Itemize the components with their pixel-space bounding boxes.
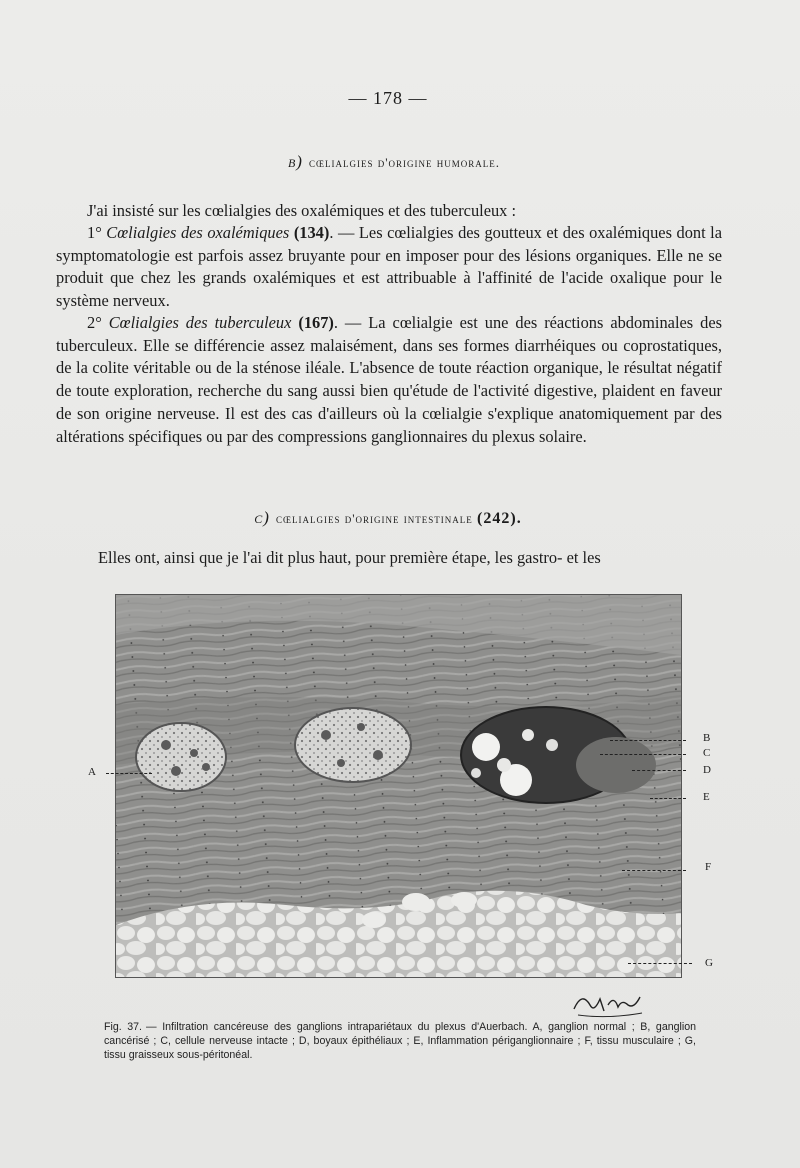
section-b-heading <box>0 152 794 172</box>
figure-caption-number: Fig. 37. <box>104 1021 142 1033</box>
artist-signature <box>568 985 648 1021</box>
figure-label-g: G <box>705 957 713 969</box>
section-c-heading <box>0 508 788 528</box>
figure-label-c: C <box>703 747 711 759</box>
figure-caption <box>104 1020 696 1062</box>
item-1-text: . — Les cœlialgies des goutteux et des oxalémiques dont la symptomatologie est parfois assez bruyante pour en imposer pour des lésions organiques. Elle ne se produit que chez les grands oxalémiques et est attribuable à l'affinité de l'acide oxalique pour le système nerveux. <box>56 223 722 311</box>
section-c-title: cœlialgies d'origine intestinale <box>275 511 473 526</box>
leader-line-a <box>106 773 152 774</box>
item-2-title: Cœlialgies des tuberculeux <box>108 313 292 332</box>
figure-label-d: D <box>703 764 711 776</box>
leader-line-c <box>600 754 686 755</box>
item-1-ref: (134) <box>293 223 330 242</box>
section-b-label: b) <box>287 152 303 171</box>
section-c-ref: (242). <box>477 510 522 527</box>
item-2-text: . — La cœlialgie est une des réactions abdominales des tuberculeux. Elle se différencie assez malaisément, dans ses formes diarrhéiques ou coprostatiques, de la colite véritable ou de la sténose iléale. L'absence de toute réaction organique, le résultat négatif de toute exploration, recherche du sang aussi bien qu'étude de l'activité digestive, plaident en faveur de son origine nerveuse. Il est des cas d'ailleurs où la cœlialgie s'explique anatomiquement par des altérations spécifiques ou par des compressions ganglionnaires du plexus solaire. <box>56 313 722 446</box>
ganglion-a-normal <box>136 723 226 791</box>
figure-label-b: B <box>703 732 711 744</box>
item-1-paragraph <box>56 222 722 313</box>
ganglion-normal-2 <box>295 708 411 782</box>
leader-line-g <box>628 963 692 964</box>
section-b-title: cœlialgies d'origine humorale. <box>308 155 501 170</box>
intro-paragraph: J'ai insisté sur les cœlialgies des oxalémiques et des tuberculeux : <box>87 201 517 220</box>
item-2-number: 2° <box>87 313 102 332</box>
leader-line-f <box>622 870 686 871</box>
page-number: — 178 — <box>348 88 428 108</box>
figure-label-a: A <box>88 766 96 778</box>
leader-line-d <box>632 770 686 771</box>
item-1-number: 1° <box>87 223 102 242</box>
leader-line-e <box>650 798 686 799</box>
figure-label-f: F <box>705 861 712 873</box>
figure-caption-text: — Infiltration cancéreuse des ganglions intrapariétaux du plexus d'Auerbach. A, ganglion normal ; B, ganglion cancérisé ; C, cellule nerveuse intacte ; D, boyaux épithéliaux ; E, Inflammation périganglionnaire ; F, tissu musculaire ; G, tissu graisseux sous-péritonéal. <box>104 1021 696 1061</box>
section-c-label: c) <box>254 508 270 527</box>
figure-label-e: E <box>703 791 710 803</box>
item-1-title: Cœlialgies des oxalémiques <box>106 223 290 242</box>
item-2-ref: (167) <box>298 313 334 332</box>
last-paragraph: Elles ont, ainsi que je l'ai dit plus haut, pour première étape, les gastro- et les <box>98 548 601 567</box>
histology-figure <box>115 594 682 978</box>
item-2-paragraph <box>56 312 722 448</box>
leader-line-b <box>610 740 686 741</box>
